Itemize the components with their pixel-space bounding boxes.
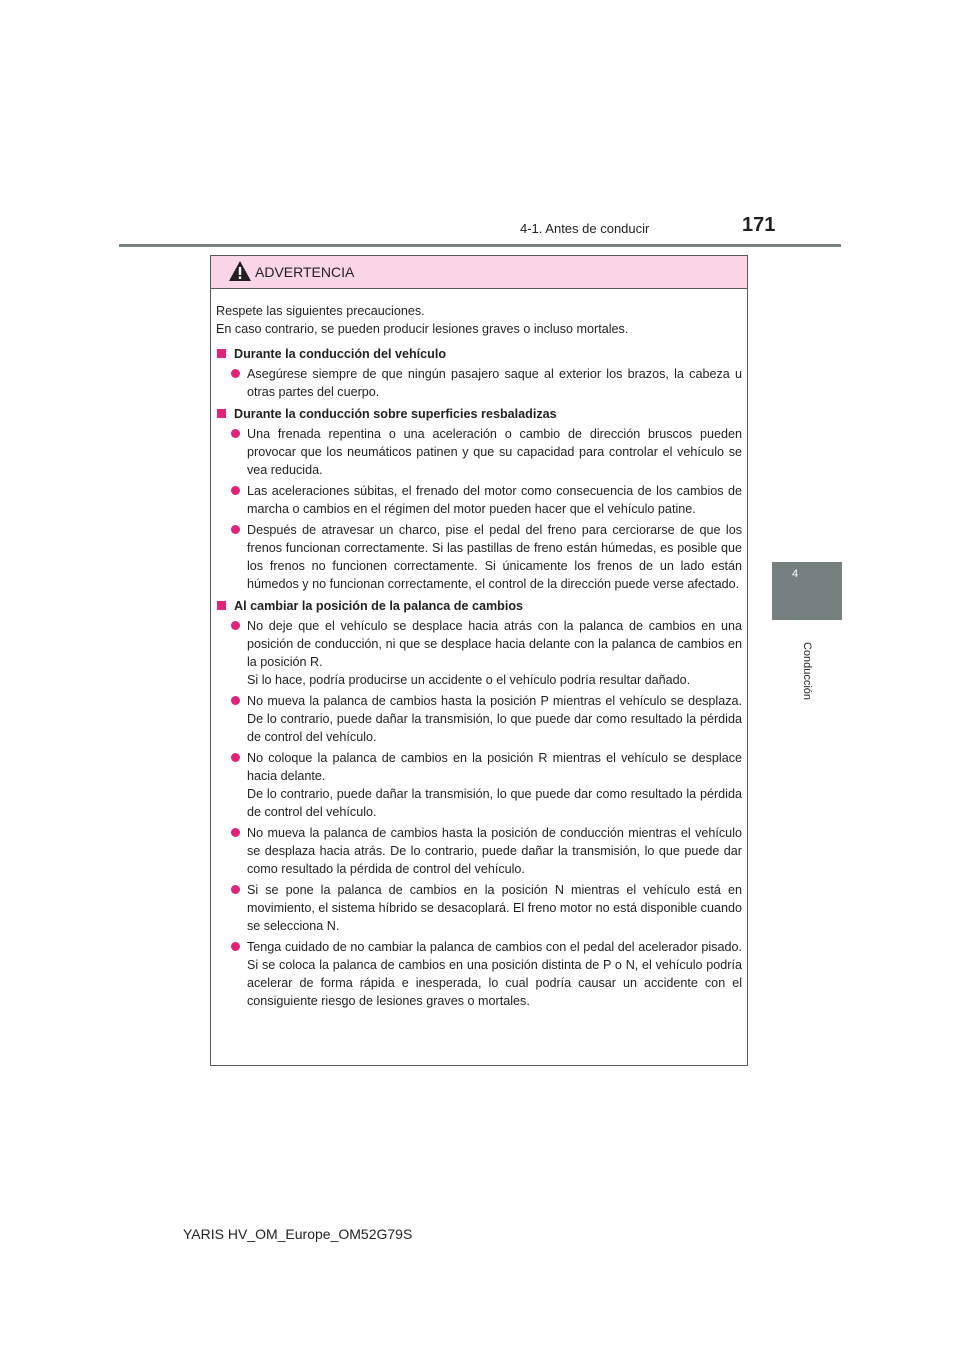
section-heading: [216, 597, 742, 615]
list-item: [216, 749, 742, 821]
warning-section: [216, 405, 742, 593]
square-bullet-icon: [217, 409, 226, 418]
warning-title: ADVERTENCIA: [255, 264, 355, 280]
header-rule: [119, 244, 841, 247]
list-item: [216, 521, 742, 593]
square-bullet-icon: [217, 349, 226, 358]
list-item-text: No mueva la palanca de cambios hasta la posición P mientras el vehículo se desplaza. De lo contrario, puede dañar la transmisión, lo que puede dar como resultado la pérdida de control del vehículo.: [247, 694, 742, 744]
list-item-text: Tenga cuidado de no cambiar la palanca de cambios con el pedal del acelerador pisado. Si se coloca la palanca de cambios en una posición distinta de P o N, el vehículo podría acelerar de forma rápida e inesperada, lo cual podría causar un accidente con el consiguiente riesgo de lesiones graves o mortales.: [247, 940, 742, 1008]
list-item: [216, 365, 742, 401]
list-item: [216, 824, 742, 878]
chapter-label: [800, 626, 814, 716]
circle-bullet-icon: [231, 369, 240, 378]
warning-sections: [216, 345, 742, 1010]
chapter-number: 4: [792, 568, 799, 580]
list-item: [216, 425, 742, 479]
document-id: YARIS HV_OM_Europe_OM52G79S: [183, 1226, 413, 1242]
list-item: [216, 938, 742, 1010]
chapter-tab: [772, 562, 842, 620]
list-item: [216, 692, 742, 746]
section-heading: [216, 405, 742, 423]
warning-intro: Respete las siguientes precauciones. En caso contrario, se pueden producir lesiones graves o incluso mortales.: [216, 304, 629, 336]
warning-section: [216, 597, 742, 1010]
circle-bullet-icon: [231, 486, 240, 495]
section-heading: [216, 345, 742, 363]
section-heading-text: Al cambiar la posición de la palanca de cambios: [234, 599, 524, 613]
warning-section: [216, 345, 742, 401]
section-heading-text: Durante la conducción sobre superficies resbaladizas: [234, 407, 557, 421]
list-item-text: Si se pone la palanca de cambios en la posición N mientras el vehículo está en movimiento, el sistema híbrido se desacoplará. El freno motor no está disponible cuando se selecciona N.: [247, 883, 742, 933]
list-item: [216, 617, 742, 689]
section-heading-text: Durante la conducción del vehículo: [234, 347, 447, 361]
list-item-text: Una frenada repentina o una aceleración o cambio de dirección bruscos pueden provocar que los neumáticos patinen y que su capacidad para controlar el vehículo se vea reducida.: [247, 427, 742, 477]
circle-bullet-icon: [231, 753, 240, 762]
list-item-text: No mueva la palanca de cambios hasta la posición de conducción mientras el vehículo se desplaza hacia atrás. De lo contrario, puede dañar la transmisión, lo que puede dar como resultado la pérdida de control del vehículo.: [247, 826, 742, 876]
list-item: [216, 482, 742, 518]
page-number: 171: [742, 214, 776, 236]
list-item-text: Después de atravesar un charco, pise el pedal del freno para cerciorarse de que los frenos funcionan correctamente. Si las pastillas de freno están húmedas, es posible que los frenos no funcionen correctamente. Si únicamente los frenos de un lado están húmedos y no funcionan correctamente, el control de la dirección puede verse afectado.: [247, 523, 742, 591]
circle-bullet-icon: [231, 525, 240, 534]
circle-bullet-icon: [231, 696, 240, 705]
warning-body: [211, 289, 747, 1010]
list-item-text: No deje que el vehículo se desplace hacia atrás con la palanca de cambios en una posición de conducción, ni que se desplace hacia delante con la palanca de cambios en la posición R. Si lo hace, podría producirse un accidente o el vehículo podría resultar dañado.: [247, 619, 742, 687]
circle-bullet-icon: [231, 942, 240, 951]
warning-header: [211, 256, 747, 289]
list-item-text: No coloque la palanca de cambios en la posición R mientras el vehículo se desplace hacia delante. De lo contrario, puede dañar la transmisión, lo que puede dar como resultado la pérdida de control del vehículo.: [247, 751, 742, 819]
section-title: 4-1. Antes de conducir: [520, 221, 650, 236]
circle-bullet-icon: [231, 885, 240, 894]
list-item: [216, 881, 742, 935]
list-item-text: Las aceleraciones súbitas, el frenado del motor como consecuencia de los cambios de marcha o cambios en el régimen del motor pueden hacer que el vehículo patine.: [247, 484, 742, 516]
warning-triangle-icon: [228, 260, 252, 282]
chapter-label-text: Conducción: [801, 641, 813, 701]
square-bullet-icon: [217, 601, 226, 610]
circle-bullet-icon: [231, 429, 240, 438]
circle-bullet-icon: [231, 621, 240, 630]
list-item-text: Asegúrese siempre de que ningún pasajero saque al exterior los brazos, la cabeza u otras partes del cuerpo.: [247, 367, 742, 399]
circle-bullet-icon: [231, 828, 240, 837]
warning-box: [210, 255, 748, 1066]
